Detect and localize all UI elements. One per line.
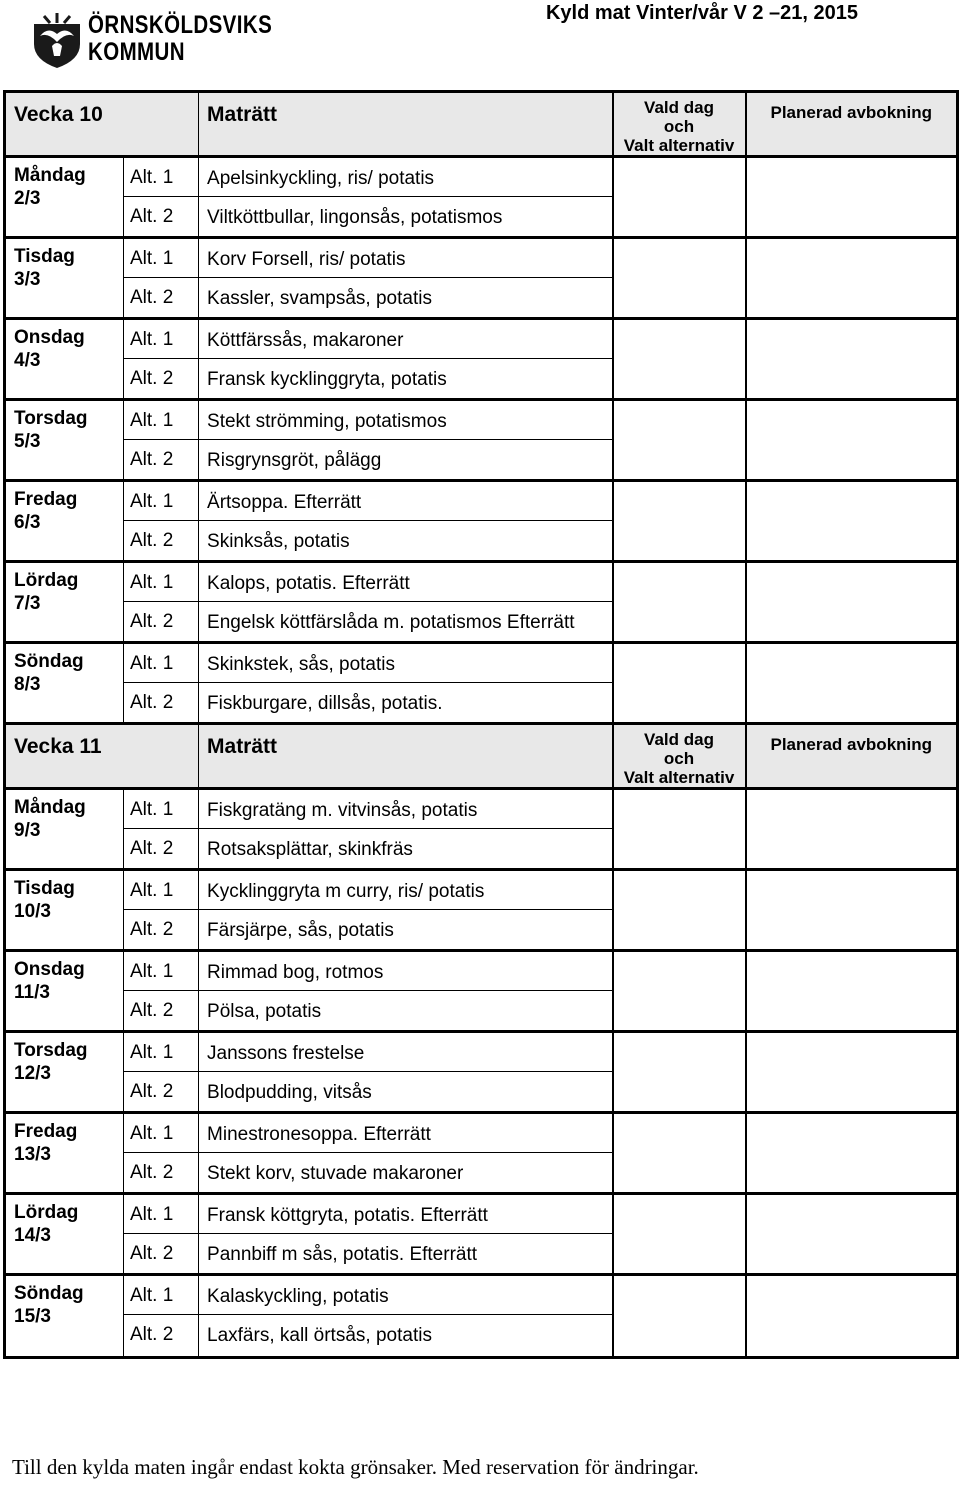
menu-table bbox=[3, 90, 959, 1359]
vald-line1: Vald dag bbox=[644, 98, 714, 117]
day-name: Lördag bbox=[14, 1202, 79, 1223]
week-title: Vecka 10 bbox=[14, 103, 103, 126]
day-row bbox=[5, 157, 958, 238]
vald-dag-cell[interactable] bbox=[613, 238, 746, 319]
alt-cell bbox=[124, 1194, 199, 1275]
day-cell bbox=[5, 789, 124, 870]
crest-icon bbox=[34, 13, 80, 68]
planned-avbokning-cell[interactable] bbox=[746, 951, 958, 1032]
day-cell bbox=[5, 1194, 124, 1275]
alt-1-label: Alt. 1 bbox=[124, 239, 198, 278]
dish-alt-2: Kassler, svampsås, potatis bbox=[207, 288, 432, 309]
dish-cell bbox=[199, 870, 613, 951]
vald-dag-cell[interactable] bbox=[613, 643, 746, 724]
day-name: Onsdag bbox=[14, 327, 85, 348]
dish-alt-1: Köttfärssås, makaroner bbox=[199, 320, 612, 359]
day-row bbox=[5, 643, 958, 724]
alt-cell bbox=[124, 238, 199, 319]
day-row bbox=[5, 400, 958, 481]
dish-alt-1: Minestronesoppa. Efterrätt bbox=[199, 1114, 612, 1153]
planned-avbokning-cell[interactable] bbox=[746, 157, 958, 238]
alt-cell bbox=[124, 1275, 199, 1358]
day-name: Torsdag bbox=[14, 408, 88, 429]
alt-1-label: Alt. 1 bbox=[124, 1195, 198, 1234]
planned-avbokning-cell[interactable] bbox=[746, 1113, 958, 1194]
planned-column-header bbox=[746, 92, 958, 157]
day-row bbox=[5, 481, 958, 562]
day-cell bbox=[5, 1275, 124, 1358]
dish-cell bbox=[199, 481, 613, 562]
dish-cell bbox=[199, 238, 613, 319]
day-date: 8/3 bbox=[14, 674, 41, 695]
dish-alt-2: Risgrynsgröt, pålägg bbox=[207, 450, 382, 471]
dish-column-header bbox=[199, 724, 613, 789]
alt-2-label: Alt. 2 bbox=[130, 692, 174, 713]
alt-1-label: Alt. 1 bbox=[124, 320, 198, 359]
alt-1-label: Alt. 1 bbox=[124, 482, 198, 521]
dish-alt-1: Apelsinkyckling, ris/ potatis bbox=[199, 158, 612, 197]
dish-cell bbox=[199, 1194, 613, 1275]
dish-alt-1: Janssons frestelse bbox=[199, 1033, 612, 1072]
kommun-wordmark: ÖRNSKÖLDSVIKS KOMMUN bbox=[88, 11, 273, 66]
vald-column-header bbox=[613, 92, 746, 157]
alt-2-label: Alt. 2 bbox=[130, 449, 174, 470]
alt-2-label: Alt. 2 bbox=[130, 1324, 174, 1345]
alt-cell bbox=[124, 1113, 199, 1194]
day-cell bbox=[5, 562, 124, 643]
day-row bbox=[5, 870, 958, 951]
dish-alt-1: Skinkstek, sås, potatis bbox=[199, 644, 612, 683]
day-name: Måndag bbox=[14, 797, 86, 818]
day-row bbox=[5, 789, 958, 870]
vald-dag-cell[interactable] bbox=[613, 951, 746, 1032]
planned-avbokning-cell[interactable] bbox=[746, 870, 958, 951]
dish-alt-2: Rotsaksplättar, skinkfräs bbox=[207, 839, 413, 860]
alt-cell bbox=[124, 1032, 199, 1113]
planned-avbokning-cell[interactable] bbox=[746, 319, 958, 400]
alt-2-label: Alt. 2 bbox=[130, 530, 174, 551]
week-header-row bbox=[5, 92, 958, 157]
vald-dag-cell[interactable] bbox=[613, 157, 746, 238]
day-name: Fredag bbox=[14, 1121, 78, 1142]
day-name: Måndag bbox=[14, 165, 86, 186]
alt-1-label: Alt. 1 bbox=[124, 952, 198, 991]
alt-1-label: Alt. 1 bbox=[124, 1276, 198, 1315]
dish-alt-2: Skinksås, potatis bbox=[207, 531, 350, 552]
alt-cell bbox=[124, 400, 199, 481]
planned-avbokning-cell[interactable] bbox=[746, 238, 958, 319]
alt-2-label: Alt. 2 bbox=[130, 206, 174, 227]
day-date: 15/3 bbox=[14, 1306, 51, 1327]
dish-alt-1: Kalaskyckling, potatis bbox=[199, 1276, 612, 1315]
day-date: 12/3 bbox=[14, 1063, 51, 1084]
dish-cell bbox=[199, 1275, 613, 1358]
dish-alt-1: Korv Forsell, ris/ potatis bbox=[199, 239, 612, 278]
dish-cell bbox=[199, 643, 613, 724]
day-name: Tisdag bbox=[14, 878, 75, 899]
alt-cell bbox=[124, 870, 199, 951]
dish-alt-2: Färsjärpe, sås, potatis bbox=[207, 920, 394, 941]
vald-dag-cell[interactable] bbox=[613, 562, 746, 643]
vald-dag-cell[interactable] bbox=[613, 1194, 746, 1275]
dish-alt-1: Kycklinggryta m curry, ris/ potatis bbox=[199, 871, 612, 910]
alt-1-label: Alt. 1 bbox=[124, 563, 198, 602]
matratt-heading: Maträtt bbox=[207, 735, 278, 758]
alt-1-label: Alt. 1 bbox=[124, 401, 198, 440]
day-row bbox=[5, 562, 958, 643]
day-cell bbox=[5, 870, 124, 951]
vald-dag-cell[interactable] bbox=[613, 481, 746, 562]
dish-alt-2: Fransk kycklinggryta, potatis bbox=[207, 369, 447, 390]
day-cell bbox=[5, 157, 124, 238]
planned-avbokning-cell[interactable] bbox=[746, 481, 958, 562]
week-header-row bbox=[5, 724, 958, 789]
alt-2-label: Alt. 2 bbox=[130, 611, 174, 632]
document-title: Kyld mat Vinter/vår V 2 –21, 2015 bbox=[545, 2, 858, 24]
alt-1-label: Alt. 1 bbox=[124, 1033, 198, 1072]
week-title: Vecka 11 bbox=[14, 735, 102, 758]
vald-dag-cell[interactable] bbox=[613, 400, 746, 481]
alt-2-label: Alt. 2 bbox=[130, 919, 174, 940]
dish-cell bbox=[199, 789, 613, 870]
dish-alt-2: Blodpudding, vitsås bbox=[207, 1082, 372, 1103]
day-name: Söndag bbox=[14, 1283, 84, 1304]
day-date: 13/3 bbox=[14, 1144, 51, 1165]
day-row bbox=[5, 1113, 958, 1194]
dish-alt-2: Engelsk köttfärslåda m. potatismos Efterrätt bbox=[207, 612, 575, 633]
dish-alt-1: Fiskgratäng m. vitvinsås, potatis bbox=[199, 790, 612, 829]
alt-1-label: Alt. 1 bbox=[124, 790, 198, 829]
day-row bbox=[5, 1032, 958, 1113]
planned-avbokning-cell[interactable] bbox=[746, 1194, 958, 1275]
week-label bbox=[5, 724, 199, 789]
dish-cell bbox=[199, 1032, 613, 1113]
alt-cell bbox=[124, 789, 199, 870]
planned-heading: Planerad avbokning bbox=[770, 735, 933, 754]
day-cell bbox=[5, 400, 124, 481]
alt-cell bbox=[124, 319, 199, 400]
dish-alt-1: Fransk köttgryta, potatis. Efterrätt bbox=[199, 1195, 612, 1234]
alt-1-label: Alt. 1 bbox=[124, 644, 198, 683]
dish-alt-1: Rimmad bog, rotmos bbox=[199, 952, 612, 991]
day-date: 3/3 bbox=[14, 269, 41, 290]
day-date: 11/3 bbox=[14, 982, 50, 1003]
dish-alt-1: Kalops, potatis. Efterrätt bbox=[199, 563, 612, 602]
dish-cell bbox=[199, 400, 613, 481]
dish-cell bbox=[199, 1113, 613, 1194]
alt-2-label: Alt. 2 bbox=[130, 838, 174, 859]
dish-alt-2: Pannbiff m sås, potatis. Efterrätt bbox=[207, 1244, 478, 1265]
vald-dag-cell[interactable] bbox=[613, 319, 746, 400]
dish-alt-1: Ärtsoppa. Efterrätt bbox=[199, 482, 612, 521]
planned-avbokning-cell[interactable] bbox=[746, 562, 958, 643]
day-date: 14/3 bbox=[14, 1225, 51, 1246]
planned-avbokning-cell[interactable] bbox=[746, 400, 958, 481]
day-cell bbox=[5, 1032, 124, 1113]
alt-1-label: Alt. 1 bbox=[124, 871, 198, 910]
day-cell bbox=[5, 238, 124, 319]
day-cell bbox=[5, 951, 124, 1032]
day-cell bbox=[5, 319, 124, 400]
planned-avbokning-cell[interactable] bbox=[746, 789, 958, 870]
day-row bbox=[5, 951, 958, 1032]
alt-2-label: Alt. 2 bbox=[130, 1243, 174, 1264]
day-date: 7/3 bbox=[14, 593, 41, 614]
vald-heading bbox=[614, 93, 745, 155]
dish-alt-1: Stekt strömming, potatismos bbox=[199, 401, 612, 440]
alt-2-label: Alt. 2 bbox=[130, 1081, 174, 1102]
dish-alt-2: Pölsa, potatis bbox=[207, 1001, 322, 1022]
footer-note: Till den kylda maten ingår endast kokta grönsaker. Med reservation för ändringar. bbox=[12, 1455, 699, 1479]
alt-2-label: Alt. 2 bbox=[130, 1162, 174, 1183]
dish-alt-2: Stekt korv, stuvade makaroner bbox=[207, 1163, 464, 1184]
day-cell bbox=[5, 643, 124, 724]
day-name: Lördag bbox=[14, 570, 79, 591]
day-date: 4/3 bbox=[14, 350, 41, 371]
day-date: 5/3 bbox=[14, 431, 41, 452]
vald-heading bbox=[614, 725, 745, 787]
day-name: Söndag bbox=[14, 651, 84, 672]
vald-line2: och bbox=[663, 117, 695, 136]
vald-line3: Valt alternativ bbox=[623, 768, 735, 787]
day-cell bbox=[5, 481, 124, 562]
planned-avbokning-cell[interactable] bbox=[746, 1275, 958, 1358]
dish-column-header bbox=[199, 92, 613, 157]
vald-dag-cell[interactable] bbox=[613, 1113, 746, 1194]
week-label bbox=[5, 92, 199, 157]
planned-heading: Planerad avbokning bbox=[770, 103, 933, 122]
day-date: 10/3 bbox=[14, 901, 51, 922]
vald-column-header bbox=[613, 724, 746, 789]
planned-column-header bbox=[746, 724, 958, 789]
vald-dag-cell[interactable] bbox=[613, 1032, 746, 1113]
alt-2-label: Alt. 2 bbox=[130, 287, 174, 308]
vald-dag-cell[interactable] bbox=[613, 789, 746, 870]
alt-cell bbox=[124, 643, 199, 724]
day-cell bbox=[5, 1113, 124, 1194]
alt-1-label: Alt. 1 bbox=[124, 1114, 198, 1153]
dish-cell bbox=[199, 319, 613, 400]
dish-alt-2: Fiskburgare, dillsås, potatis. bbox=[207, 693, 443, 714]
day-name: Torsdag bbox=[14, 1040, 88, 1061]
vald-line3: Valt alternativ bbox=[623, 136, 735, 155]
day-row bbox=[5, 238, 958, 319]
day-row bbox=[5, 1275, 958, 1358]
vald-dag-cell[interactable] bbox=[613, 1275, 746, 1358]
day-date: 2/3 bbox=[14, 188, 41, 209]
vald-line1: Vald dag bbox=[644, 730, 714, 749]
day-name: Tisdag bbox=[14, 246, 75, 267]
alt-cell bbox=[124, 951, 199, 1032]
planned-avbokning-cell[interactable] bbox=[746, 1032, 958, 1113]
dish-alt-2: Laxfärs, kall örtsås, potatis bbox=[207, 1325, 432, 1346]
dish-cell bbox=[199, 562, 613, 643]
day-date: 9/3 bbox=[14, 820, 41, 841]
alt-2-label: Alt. 2 bbox=[130, 368, 174, 389]
day-row bbox=[5, 319, 958, 400]
dish-alt-2: Viltköttbullar, lingonsås, potatismos bbox=[207, 207, 503, 228]
alt-cell bbox=[124, 157, 199, 238]
planned-avbokning-cell[interactable] bbox=[746, 643, 958, 724]
matratt-heading: Maträtt bbox=[207, 103, 278, 126]
day-name: Onsdag bbox=[14, 959, 85, 980]
alt-cell bbox=[124, 481, 199, 562]
alt-cell bbox=[124, 562, 199, 643]
vald-line2: och bbox=[663, 749, 695, 768]
day-date: 6/3 bbox=[14, 512, 41, 533]
day-row bbox=[5, 1194, 958, 1275]
alt-2-label: Alt. 2 bbox=[130, 1000, 174, 1021]
day-name: Fredag bbox=[14, 489, 78, 510]
vald-dag-cell[interactable] bbox=[613, 870, 746, 951]
alt-1-label: Alt. 1 bbox=[124, 158, 198, 197]
dish-cell bbox=[199, 157, 613, 238]
dish-cell bbox=[199, 951, 613, 1032]
